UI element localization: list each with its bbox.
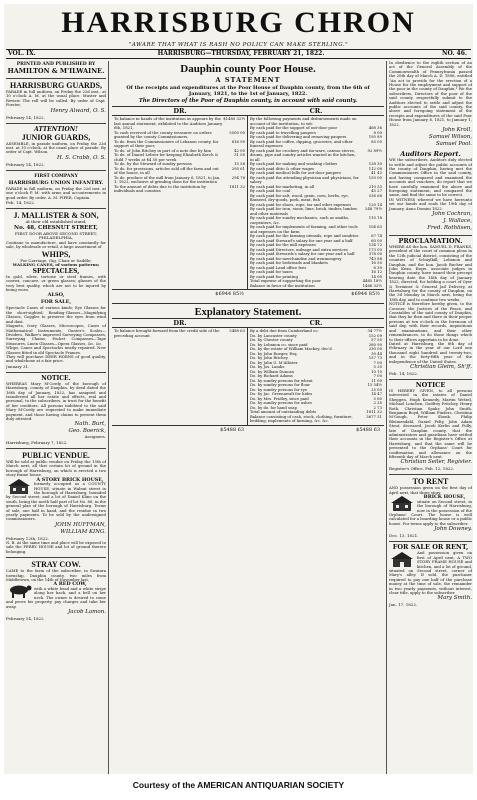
cr-heading: CR. — [309, 107, 323, 115]
first-company-label: FIRST COMPANY — [34, 173, 78, 179]
house-icon — [389, 551, 415, 567]
register-signature: Christian Seiler, Register. — [400, 459, 472, 466]
entry-amount: 248 79½ — [365, 206, 382, 211]
dr-heading: DR. — [173, 107, 187, 115]
entry-description: Balance consisting of cash, stock, clothing, furniture, bedding, implements of farming, &c. &c. — [250, 413, 353, 423]
stray-text-2: with a white head and a white stripe along her back, and a bell on her neck. The owner is desired to come and prove his property, pay charges and take her away. — [6, 585, 106, 609]
entry-description: By a debt due from Cumberland co. — [250, 328, 319, 333]
entry-description: Do. by John Rueger, Esq. — [250, 350, 298, 356]
vendue-brick: A STORY BRICK HOUSE, — [6, 478, 106, 483]
account-row — [250, 149, 382, 163]
printer-label: PRINTED AND PUBLISHED BY — [16, 62, 96, 67]
entry-description: Do. by Jos. Landis — [250, 364, 285, 369]
entry-amount: 15 54½ — [367, 382, 382, 387]
entry-amount: 14 47 — [371, 391, 382, 396]
whips-advert — [6, 211, 106, 369]
whips-heading: WHIPS, — [41, 249, 71, 259]
directors-statement — [389, 61, 472, 148]
entry-description: By cash paid for printing — [250, 273, 298, 279]
entry-amount: 11 00 — [371, 377, 382, 383]
register-notice-text: IS HEREBY GIVEN, to all persons interested in the estates of Daniel Sheggen, Hugh Kennedy, Martin Wetzel, Michael Lonchen, Godfrey Fritchey, Henry Roth, Christian Spahr, John Smith, Benjamin Boyd, William Pinders, Christina M'Gough, Peter Shenk, Philip Bleimendahl, Daniel Felty, John Adam Stout, deceased, Jacob Kerlin and Polly, late of Dauphin county, that the administrators and guardians have settled their accounts in the Register's Office at Harrisburg, and that the same will be presented to the Orphans' Court for confirmation and allowance on the fifteenth day of March next. — [389, 387, 472, 460]
guards-title: HARRISBURG GUARDS, — [9, 81, 102, 90]
divider — [389, 379, 472, 380]
rent-text-2: situate on Second street, in the borough of Harrisburg, now in the possession of the Orphans' Court. The house is well calculated for a boarding house or a public house. For terms apply to the subscriber. — [389, 498, 472, 526]
entry-amount: 16 50 — [371, 260, 382, 265]
entry-description: Do. by the estate of William Mackey, dec'd. — [250, 346, 333, 351]
explanatory-table-header — [112, 319, 384, 328]
stray-text: CAME to the farm of the subscriber, in Swatara township, Dauphin county, two miles from Middletown, on the 14th of November last, — [6, 568, 106, 582]
statement-description: Of the receipts and expenditures at the Poor House of Dauphin county, from the 6th of January, 1821, to the 1st of January, 1822. — [126, 85, 370, 97]
entry-description: By cash paid for implements of farming, and other tools and expenses on the farm — [250, 224, 358, 234]
entry-amount: 5 20 — [373, 364, 382, 369]
masthead-motto: "AWARE THAT WHAT IS RASH NO POLICY CAN MAKE STERLING." — [128, 42, 349, 48]
newspaper-page — [4, 4, 473, 774]
entry-description: By cash paid for shoes, rope, tar and other expenses — [250, 201, 352, 207]
entry-description: By cash paid Steward's salary for one year and a half — [250, 237, 353, 243]
entry-description: Do. by sundry persons for flour — [250, 382, 311, 387]
entry-description: To do. by the Steward of sundry persons — [114, 161, 192, 166]
entry-description: By cash paid for the mill expenses — [250, 242, 316, 247]
entry-description: To do. of John Ritchey in part of a note due by him — [114, 147, 211, 153]
entry-amount: 1466 32½ — [362, 282, 382, 288]
entry-description: By cash paid for taxes — [250, 269, 293, 274]
entry-description: Do. by Lancaster county — [250, 332, 297, 338]
rent-advert — [389, 477, 472, 538]
volume-label: VOL. IX. — [8, 50, 36, 57]
issue-date: HARRISBURG—THURSDAY, FEBRUARY 21, 1822. — [157, 50, 325, 57]
entry-description: By cash paid for making and washing clothes — [250, 161, 338, 166]
rent-title: TO RENT — [412, 477, 449, 487]
expl-dr-total: $5488 63 — [220, 426, 244, 433]
entry-description: By cash paid to travelling paupers — [250, 129, 317, 135]
divider — [6, 448, 106, 449]
auditors-text: WE the subscribers, Auditors duly elected to settle and adjust the public accounts of the county of Dauphin, having met the Commissioners Office in the said county, and having compared and examined the accounts and vouchers, do report that we have carefully examined the above and foregoing statement, and compared the same, and find the same to be correct. — [389, 157, 472, 198]
house-icon — [6, 478, 32, 494]
entry-description: Do. by Jac. Greenawalt for hides — [250, 391, 313, 396]
sellers-address-2: FIRST DOOR ABOVE SECOND STREET, PHILADELPHIA, — [15, 230, 97, 241]
vendue-signature-2: WILLIAM KING. — [60, 528, 106, 535]
entry-amount: 4465 18½ — [362, 278, 382, 283]
account-row — [250, 284, 382, 289]
cr-total: $6944 85½ — [351, 291, 380, 297]
whips-subtitle: For Carriage, Gig, Chair or Saddle; — [20, 257, 92, 263]
auditors-title: Auditors Report. — [400, 150, 461, 159]
sale-date: January 31. — [6, 363, 30, 369]
proclamation-text: WHERE AS the hon. SAMUEL D. FRANKS, president of the court of common pleas in the 12th judicial district, consisting of the counties of Schuylkill, Lebanon and Dauphin, and the hon. Jacob Bucher and John Kean, Esqrs. associate judges in Dauphin county, have issued their precept bearing date the 14th day of January 1822, directed, for holding a court of Oyer & Terminer & General Jail Delivery, at Harrisburg for the county of Dauphin, on the 3d Monday in March next, being the 18th day, and to continue two weeks. — [389, 243, 472, 302]
entry-description: Do. by sundry persons for wheat — [250, 377, 313, 383]
divider — [6, 170, 106, 171]
entry-description: By cash paid for marketing, in all — [250, 183, 315, 189]
sale-text-3: Whips, Canes and Spectacles neatly repaired. New Glasses fitted in old Spectacle Frames. — [6, 345, 106, 355]
stray-notice — [6, 560, 106, 621]
auditors-text-2: IN WITNESS whereof we have hereunto set our hands and seals the 19th day of January, Anno Domini 1822. — [389, 196, 472, 211]
entry-amount: 743 88 — [368, 255, 382, 261]
entry-description: Do. by William Duncan — [250, 368, 294, 374]
expl-cr-entries — [248, 328, 384, 425]
courtesy-footer: Courtesy of the AMERICAN ANTIQUARIAN SOCIETY — [132, 780, 345, 790]
expl-cr-heading: CR. — [309, 319, 323, 327]
entry-amount: 294 76 — [231, 174, 245, 180]
entry-amount: 120 14 — [368, 201, 382, 207]
proclamation-date: Feb. 14, 1822. — [389, 370, 419, 376]
notice-signature-label: Assignees. — [84, 434, 106, 440]
auditor-2: J. Wallace, — [443, 217, 472, 224]
notice-signature-1: Nath. Burt, — [74, 421, 106, 428]
guards-date: February 14, 1822. — [6, 114, 45, 120]
entry-description: To balance brought forward from the credit side of the preceding account. — [114, 328, 220, 338]
account-table-header — [112, 107, 384, 116]
statement-heading: A STATEMENT — [215, 76, 281, 84]
divider — [6, 557, 106, 558]
sale-advert — [389, 544, 472, 607]
entry-amount: 110 18 — [368, 215, 382, 220]
printer-block — [6, 61, 106, 75]
dateline — [6, 49, 471, 59]
cow-icon — [6, 582, 32, 598]
notice-signature-2: Geo. Boerick, — [68, 428, 106, 435]
entry-amount: 6 30 — [373, 264, 382, 270]
expl-dr-entries — [112, 328, 248, 425]
entry-amount: 25 00 — [371, 386, 382, 392]
proclamation — [389, 238, 472, 376]
entry-description: Do. by Mrs. Fridley, since paid — [250, 395, 309, 401]
left-column — [6, 61, 109, 774]
explanatory-table-body — [112, 328, 384, 425]
entry-amount: $1485 32½ — [223, 116, 245, 121]
sale-items: Spectacle Cases of various kinds; Eye Glasses for the short-sighted, Reading-Glasses—Magnifying Glasses, Goggles to preserve the eyes from wind and dust. — [6, 305, 106, 324]
vendue-date: February 12th, 1822. — [6, 535, 50, 541]
stray-date: February 14, 1822 — [6, 615, 44, 621]
entry-amount: 536 68 — [368, 192, 382, 198]
entry-description: To do. from the Commissioners of Lebanon county, for support of their poor, — [114, 138, 219, 148]
stray-red: A RED COW, — [6, 582, 106, 587]
vendue-signature-1: JOHN HUFFMAN, — [55, 521, 106, 528]
entry-description: Do. by sundry persons for ashes — [250, 400, 312, 405]
assignees-notice — [6, 375, 106, 445]
entry-amount: 152 09 — [368, 332, 382, 338]
masthead-title: HARRISBURG CHRON — [61, 6, 416, 39]
entry-amount: 112 08 — [368, 165, 382, 171]
entry-description: Balance in favor of the institution — [250, 282, 315, 288]
register-date: Register's Office, Feb. 12, 1822. — [389, 466, 455, 472]
entry-amount: 31 50 — [234, 152, 245, 157]
entry-description: By the following payments and disbursements made on account of the institution, to wit: — [250, 116, 357, 126]
entry-amount: 173 00 — [368, 246, 382, 252]
register-notice — [389, 382, 472, 472]
poor-house-title: Dauphin county Poor House. — [180, 63, 316, 75]
divider — [389, 235, 472, 236]
divider — [6, 123, 106, 124]
house-icon — [389, 495, 415, 511]
entry-amount: 42 00 — [234, 147, 245, 153]
entry-description: Do. by do. for hand soap — [250, 404, 297, 410]
spectacles-heading: SPECTACLES, — [32, 267, 80, 275]
entry-amount: 210 33 — [368, 183, 382, 189]
proclamation-title: PROCLAMATION. — [398, 236, 463, 245]
divider — [6, 372, 106, 373]
junior-notice — [6, 126, 106, 167]
notice-date: Harrisburg, February 7, 1822. — [6, 440, 68, 445]
stray-title: STRAY COW. — [31, 560, 81, 570]
auditors-report — [389, 151, 472, 232]
entry-description: Total amount of outstanding debts — [250, 409, 317, 414]
vendue-notice — [6, 451, 106, 554]
register-notice-title: NOTICE — [415, 380, 446, 389]
entry-description: By cash paid medical bills for out-door paupers — [250, 170, 342, 175]
entry-amount: 195 89 — [368, 134, 382, 139]
junior-date: February 14, 1822. — [6, 161, 45, 167]
account-row — [114, 329, 245, 338]
entry-amount: 85 00 — [371, 138, 382, 144]
entry-amount: 468 36 — [368, 125, 382, 130]
infantry-notice — [6, 173, 106, 205]
entry-description: By cash paid for merchandise and ironmongery — [250, 255, 342, 261]
rent-brick: BRICK HOUSE, — [389, 495, 472, 500]
entry-amount: 41 43 — [371, 170, 382, 175]
entry-amount: 3677 31 — [366, 413, 382, 419]
attention-heading: ATTENTION! — [34, 125, 78, 133]
infantry-text: PARADE in full uniform, on Friday the 22d inst. at one o'clock P. M. with arms and accoutrements in good order. By order, A. M. PIPER, Captain. — [6, 185, 106, 200]
sale-items-2: Magnets, Ivory Glasses, Microscopes, Cases of Mathematical Instruments, Gunter's Scales—Dividers, Walker's improved Surveying Compasses, Surveying Chains, Pocket Compasses—Tape Measures, Linen Glasses—Opera Glasses, &c. &c. — [6, 323, 106, 346]
entry-description: By cash paid Land office fees — [250, 264, 307, 270]
entry-amount: 15 56 — [234, 161, 245, 166]
entry-amount: 1811 32 — [229, 183, 245, 189]
notice-text: WHEREAS Mary M'Cordy, of the borough of Harrisburg, county of Dauphin, by deed dated the 16th day of January, 1822, has assigned and transferred all her estate and effects, real and personal, to the subscribers, in trust for the benefit of her creditors. All persons indebted to the said Mary M'Cordy are requested to make immediate payment, and those having claims to present them duly attested. — [6, 380, 106, 421]
entry-description: To do. of Daniel Lebrer for keeping Elizabeth Kerch & child 7 weeks at $4 50 per week — [114, 152, 219, 162]
account-row — [114, 185, 245, 194]
entry-amount: 280 90 — [368, 341, 382, 347]
account-row — [114, 117, 245, 131]
vendue-text: Will be sold at public vendue on Friday the 15th of March next, all that certain lot of ground in the borough of Harrisburg, on which is erected a two story frame house. — [6, 459, 106, 478]
junior-text: ASSEMBLE, in parade uniform, on Friday the 22d inst. at 10 o'clock, at the usual place of parade. By order of Capt. Wilson, — [6, 140, 106, 155]
director-3: Samuel Pool. — [435, 141, 472, 148]
rent-signature: John Downey. — [434, 526, 472, 533]
expl-dr-heading: DR. — [173, 319, 187, 327]
statement-description-2: The Directors of the Poor of Dauphin county, in account with said county. — [138, 98, 358, 104]
junior-signature: H. S. Crabb, O. S. — [56, 154, 106, 161]
entry-description: By cash paid for delivering and removing paupers — [250, 134, 347, 139]
dr-entries — [112, 116, 248, 289]
issue-number: NO. 46. — [442, 50, 467, 57]
entry-amount: 92 89½ — [367, 147, 382, 153]
entry-description: By cash paid for the support of out-door poor — [250, 125, 338, 130]
auditor-3: Fred. Rothlisen, — [427, 224, 472, 231]
center-column — [112, 61, 384, 774]
entry-amount: 134 72 — [368, 242, 382, 247]
entry-amount: 30 44 — [371, 350, 382, 356]
explanatory-title: Explanatory Statement. — [112, 303, 384, 318]
expl-cr-total: $5488 63 — [356, 426, 380, 433]
entry-amount: 5500 00 — [229, 129, 245, 135]
proclamation-text-2: NOTICE is therefore hereby given, to the Coroner, the Justices of the Peace, and Constables of the said county of Dauphin, that they be then and there in their proper persons at ten o'clock in the forenoon of said day, with their records, inquisitions and examinations, and their other remembrances, to do those things which to their offices appertain to be done. — [389, 301, 472, 342]
entry-description: To the amount of debts due to the institution by individuals and counties — [114, 183, 206, 193]
entry-description: Do. by John G. M'Allister — [250, 359, 298, 365]
entry-description: To do. for provisions, articles sold off the farm and out of the house, in all — [114, 165, 219, 175]
director-2: Samuel Wilson, — [428, 134, 472, 141]
sale-signature: Mary Smith. — [437, 595, 472, 602]
directors-intro: In obedience to the eighth section of an act of the General Assembly of the Commonwealth of Pennsylvania passed the 20th day of March A. D. 1806, entitled "An act to provide for the erection of a House for the employment and support of the poor in the county of Dauphin," We the subscribers, Directors of the poor of the said county respectfully submit to the Auditors elected to settle and adjust the public accounts of the said county, the above and foregoing statement of the receipts and expenditures of the said Poor House from January 6, 1821, to January 1, 1822. — [389, 61, 472, 127]
entry-description: By cash paid for coffee, dipping, groceries, and other funeral expenses — [250, 138, 353, 148]
entry-amount: 616 90 — [231, 138, 245, 144]
entry-amount: 5 60 — [373, 395, 382, 401]
entry-amount: 378 00 — [368, 251, 382, 256]
sellers-title: J. MALLISTER & SON, — [13, 211, 99, 221]
divider — [389, 541, 472, 542]
account-table-body — [112, 116, 384, 289]
infantry-date: Feb. 14, 1822. — [6, 200, 36, 206]
account-table — [112, 106, 384, 297]
walking-canes: WALKING CANES, of various patterns; — [12, 262, 100, 268]
entry-description: To cash received of the county treasurer on orders granted by the county Commissioners, — [114, 129, 212, 139]
vendue-note: N. B. At the same time and place will be exposed to sale the FERRY HOUSE and lot of ground thereto belonging. — [6, 539, 106, 554]
entry-description: By cash paid for the farming utensils, rope and sundries — [250, 233, 359, 238]
entry-description: By cash paid Stewards's salary for one year and a half — [250, 251, 355, 256]
entry-amount: 10 10 — [371, 368, 382, 374]
account-row — [250, 415, 382, 424]
entry-description: By cash paid the attending physician and physicians, for salary — [250, 174, 359, 184]
entry-description: Do. by Richard Adams — [250, 373, 293, 378]
entry-amount: 5488 63 — [229, 328, 245, 333]
proclamation-text-3: Dated at Harrisburg, the 8th day of February in the year of our Lord one thousand eight hundred and twenty-two, and in the forty-fifth year of the independence of the United States. — [389, 340, 472, 364]
auditor-1: John Cochran, — [432, 210, 472, 217]
explanatory-totals — [112, 425, 384, 433]
explanatory-table — [112, 318, 384, 433]
sale-text: And possession given on first of April next, A TWO STORY FRAME HOUSE and kitchen, and a lot of ground, situated on Second street, corner of Mary's alley. If sold, the purchaser required to pay one half of the purchase money at the time of sale, the remainder in two yearly payments, without interest, clear title, apply to the subscriber. — [389, 550, 472, 595]
entry-amount: 1811 32 — [366, 409, 382, 414]
entry-description: By cash paid for bedsteads and blankets — [250, 260, 328, 265]
rent-date: Dec. 13, 1821. — [389, 533, 419, 539]
entry-description: Do. by John Ritchey — [250, 355, 288, 360]
dr-total: $6944 85½ — [215, 291, 244, 297]
director-1: John Kroll, — [442, 127, 472, 134]
entry-amount: 150 00 — [368, 174, 382, 180]
entry-description: By cash paid for sundry mechanics, such as smiths, carpenters, &c. — [250, 215, 350, 225]
right-column — [386, 61, 472, 774]
cr-entries — [248, 116, 384, 289]
entry-amount: 57 50 — [371, 337, 382, 342]
entry-description: Total expense of supporting the poor — [250, 278, 321, 283]
entry-description: By cash paid Directors, mileage and extra services — [250, 246, 348, 252]
guards-signature: Henry Alward, O. S. — [50, 107, 106, 114]
rent-text: AND possession given on the first day of April next, that three story — [389, 485, 472, 495]
guards-text: PARADE in full uniform, on Friday the 22d inst., at 10 o'clock A. M. at the usual place. Muster and Review. The roll will be called. By order of Capt. Forster, — [6, 89, 106, 108]
entry-amount: 295 61 — [231, 165, 245, 171]
entry-amount: 230 00 — [368, 346, 382, 351]
entry-description: Do. by Chester county — [250, 337, 293, 342]
entry-amount: 2 73 — [373, 404, 382, 410]
entry-amount: 34 77½ — [367, 328, 382, 333]
guards-notice — [6, 81, 106, 120]
entry-amount: 67 74 — [371, 233, 382, 238]
entry-description: Do. by Lebanon co. since paid — [250, 341, 308, 347]
divider — [6, 78, 106, 79]
entry-description: By cash paid for iron, stone, lime, brick, timber, lumber, and other materials — [250, 206, 358, 216]
entry-description: To balance in hands of the institution as appears by the last annual statement, exhibited to the Auditors January 6th, 1821, — [114, 116, 223, 130]
junior-title: JUNIOR GUARDS, — [21, 132, 91, 142]
entry-description: By cash paid for salt, wood, grain, corn, herbs, rye, flaxseed, dry-goods, pork, meat, fish — [250, 192, 349, 202]
entry-amount: 7 00 — [373, 373, 382, 378]
sellers-subtitle: At their old established stand, — [25, 219, 87, 225]
entry-amount: 60 00 — [371, 237, 382, 243]
entry-amount: 2 25 — [373, 400, 382, 405]
vendue-brick-text: formerly occupied as a COUNTY HOUSE, situate in Walnut street in the borough of Harrisburg, bounded by Second street, and a lot of Daniel Kline on the south, being the north half part of lot No. 86, in the general plan of the borough of Harrisburg. Terms of sale, one half in hand, and the residue in two yearly payments. To be sold by the undersigned commissioners. — [6, 481, 106, 522]
proclamation-signature: Christian Gleim, Sh'ff. — [410, 363, 472, 370]
printer-name: HAMILTON & M'ILWAINE. — [7, 67, 105, 75]
sale-date: Jan. 17, 1822. — [389, 602, 418, 608]
also-label: ALSO, — [47, 292, 65, 299]
entry-amount: 8 00 — [373, 129, 382, 135]
entry-amount: 7 00 — [373, 359, 382, 365]
account-totals — [112, 289, 384, 297]
sale-title: FOR SALE OR RENT, — [392, 543, 469, 552]
entry-amount: 157 73 — [368, 355, 382, 360]
entry-amount: 45 27 — [371, 188, 382, 193]
divider — [389, 474, 472, 475]
entry-description: Do. by sundry persons for rye — [250, 386, 308, 392]
vendue-title: PUBLIC VENDUE. — [22, 451, 90, 460]
entry-amount: 104 63 — [368, 224, 382, 229]
sale-text-4: They will purchase DEER HORNS of good quality, and whalebone at a fair price. — [6, 353, 106, 364]
stray-signature: Jacob Lamon. — [68, 608, 106, 615]
entry-amount: 14 00 — [371, 273, 382, 279]
spectacles-text: In gold, silver, tortoise or steel frames, with convex, concave, or green glasses; glasses of the very best quality, which are not to be injured by being worn. — [6, 273, 106, 293]
infantry-title: HARRISBURG UNION INFANTRY. — [8, 179, 104, 186]
entry-amount: 128 30 — [368, 161, 382, 166]
entry-description: By cash paid for coal — [250, 188, 291, 193]
notice-heading: NOTICE. — [41, 374, 71, 382]
sellers-text: Continue to manufacture, and have constantly for sale, by wholesale or retail, a large assortment of — [6, 239, 106, 250]
entry-description: To do. produce of the mill from January 6, 1821, to Jan. 1, 1822, exclusive of grinding done for the institution — [114, 174, 221, 184]
entry-description: By cash paid ditto & other wages — [250, 165, 315, 171]
sellers-address: No. 48, CHESNUT STREET, — [14, 224, 98, 231]
forsale-label: FOR SALE, — [40, 299, 72, 306]
entry-description: By cash paid for crockery and tin-ware, canvas stoves, drums, pipe and sundry articles wanted in the kitchen, in all — [250, 147, 356, 162]
divider — [6, 208, 106, 209]
entry-amount: 16 12 — [371, 269, 382, 274]
